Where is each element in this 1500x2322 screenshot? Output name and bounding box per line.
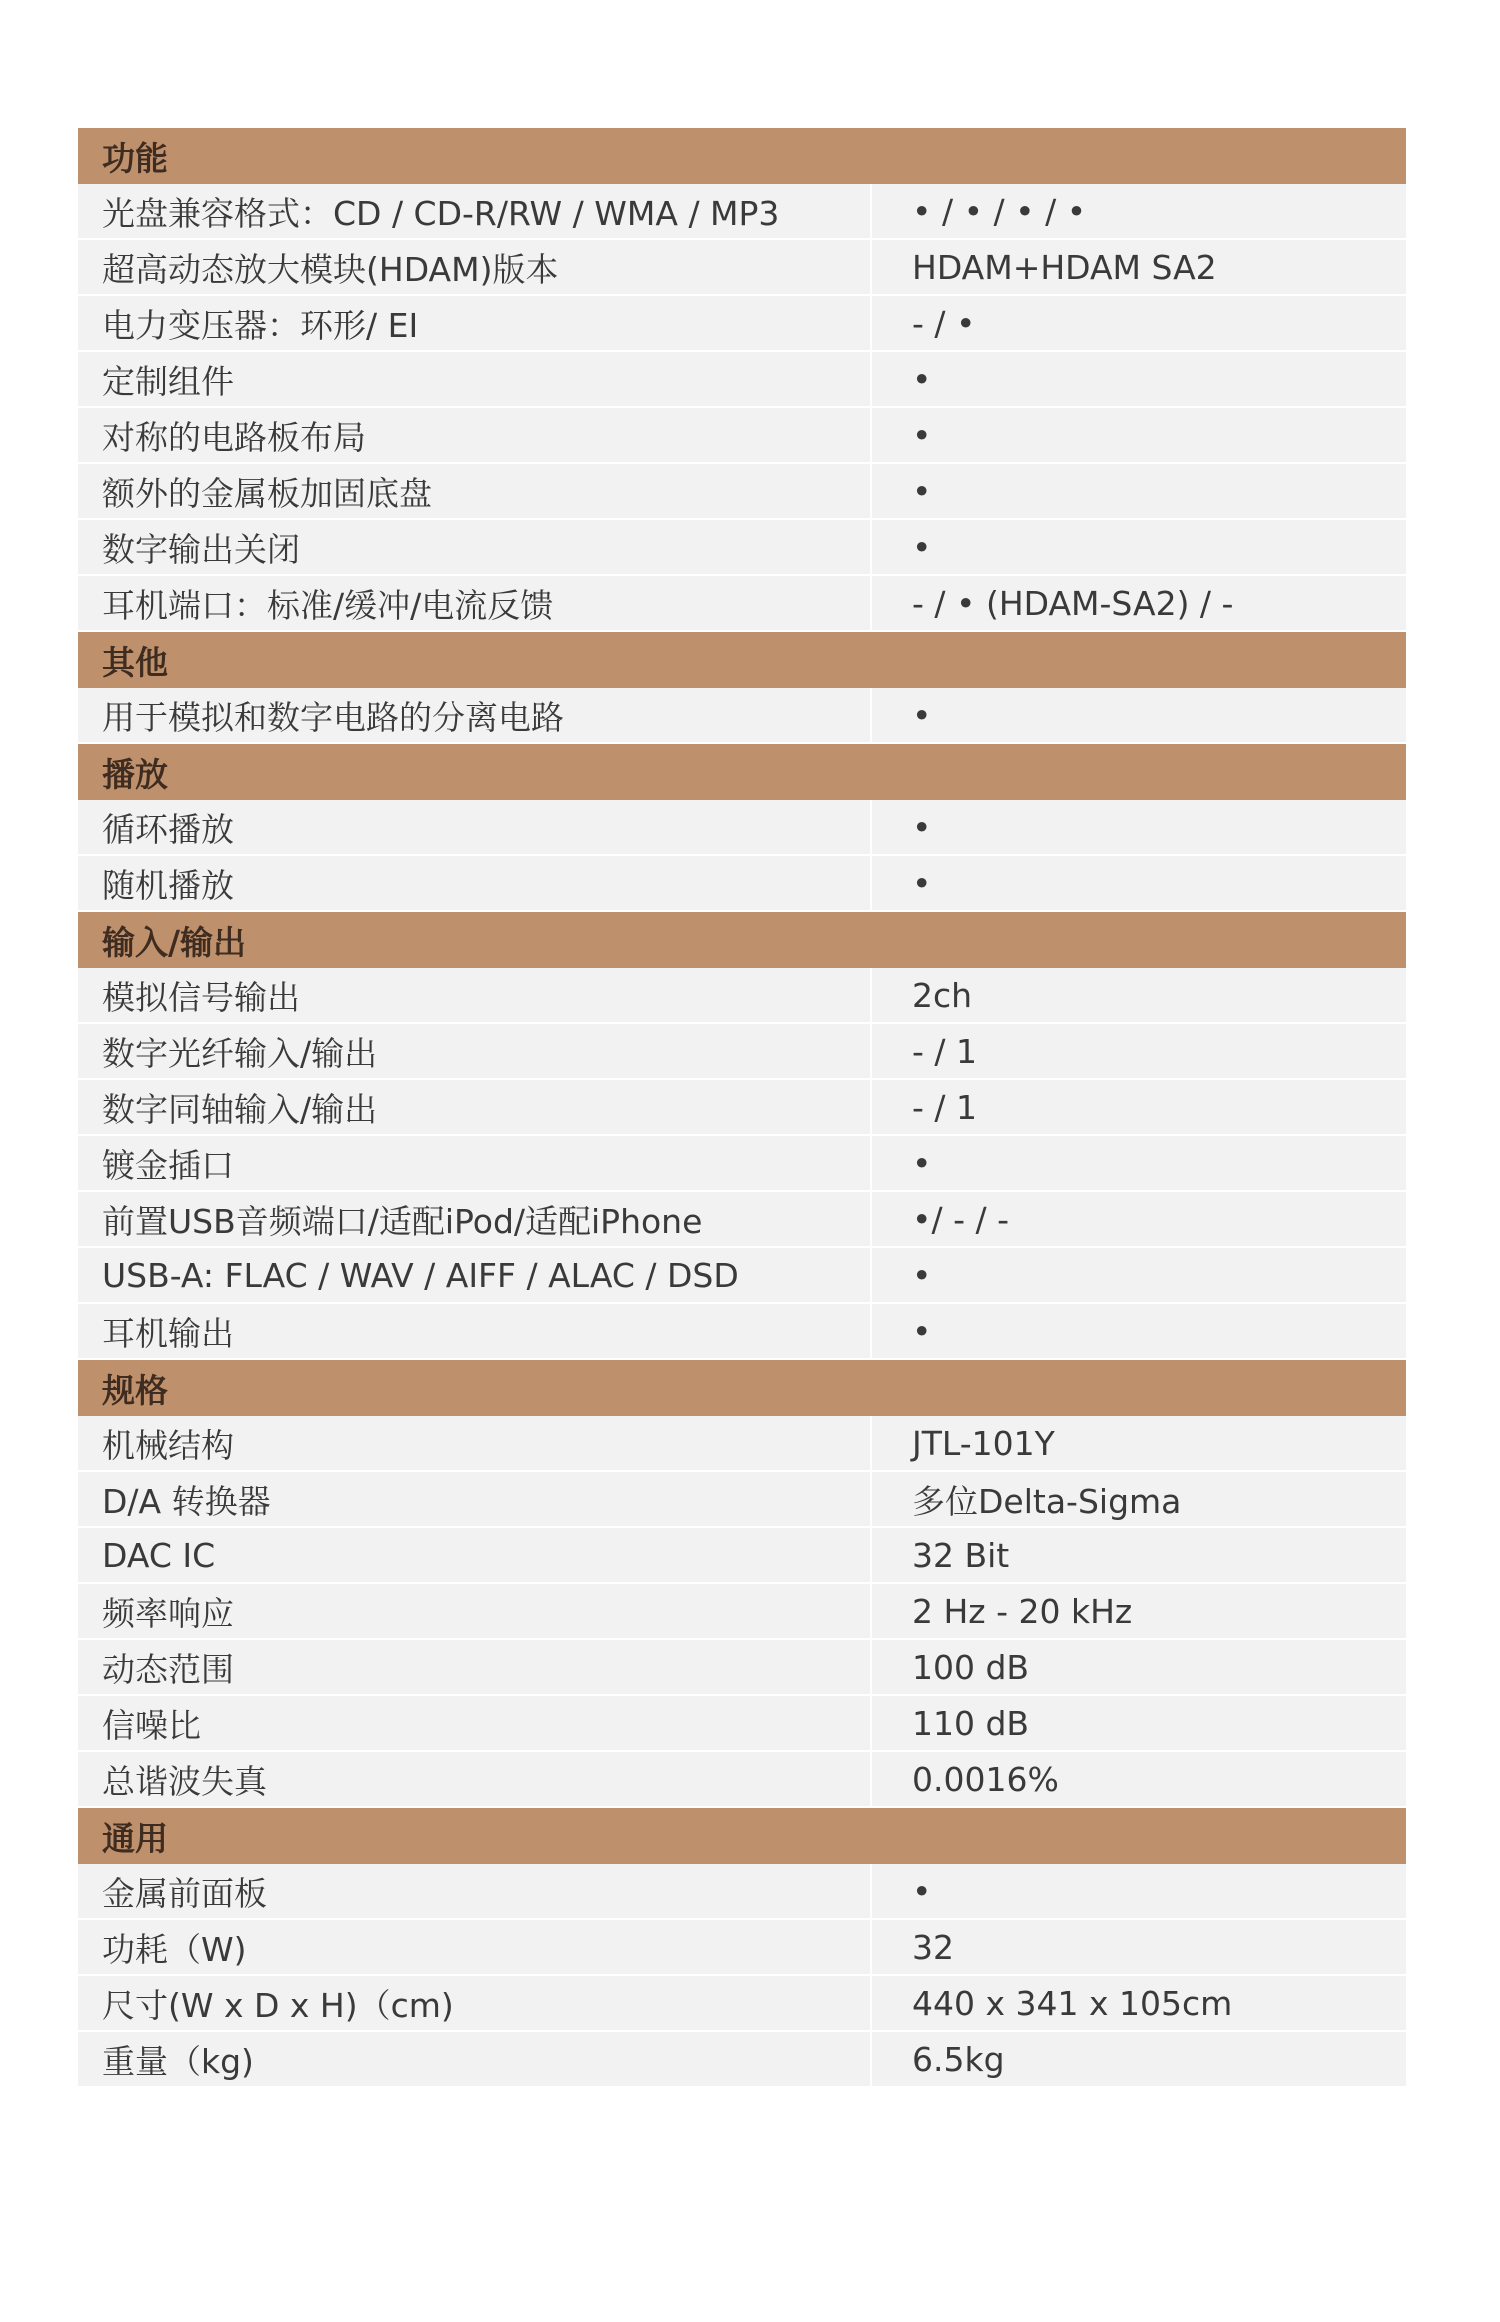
spec-label: DAC IC [78, 1528, 872, 1582]
spec-value: JTL-101Y [912, 1423, 1055, 1463]
spec-value: - / • [912, 303, 976, 343]
spec-value: • [912, 527, 932, 567]
spec-label: 耳机端口：标准/缓冲/电流反馈 [78, 576, 872, 630]
spec-value: 110 dB [912, 1703, 1030, 1743]
section-header: 其他 [78, 632, 1406, 688]
spec-row [78, 2032, 1406, 2088]
spec-row [78, 968, 1406, 1024]
spec-label: 对称的电路板布局 [78, 408, 872, 462]
spec-value: •/ - / - [912, 1199, 1009, 1239]
spec-row [78, 240, 1406, 296]
spec-label: 功耗（W) [78, 1920, 872, 1974]
section-header: 输入/输出 [78, 912, 1406, 968]
spec-row [78, 1584, 1406, 1640]
spec-row [78, 856, 1406, 912]
spec-value: - / 1 [912, 1031, 978, 1071]
spec-row [78, 576, 1406, 632]
spec-label: 数字同轴输入/输出 [78, 1080, 872, 1134]
spec-label: 耳机输出 [78, 1304, 872, 1358]
spec-row [78, 1416, 1406, 1472]
spec-row [78, 1472, 1406, 1528]
spec-value: 多位Delta-Sigma [912, 1481, 1182, 1521]
spec-value: • [912, 807, 932, 847]
spec-label: 频率响应 [78, 1584, 872, 1638]
spec-value: 100 dB [912, 1647, 1030, 1687]
spec-value: • [912, 863, 932, 903]
spec-value: 32 Bit [912, 1535, 1010, 1575]
spec-value: • [912, 1871, 932, 1911]
section-header: 功能 [78, 128, 1406, 184]
spec-value: HDAM+HDAM SA2 [912, 247, 1217, 287]
spec-row [78, 688, 1406, 744]
spec-label: 重量（kg) [78, 2032, 872, 2086]
spec-row [78, 1080, 1406, 1136]
section-header: 规格 [78, 1360, 1406, 1416]
spec-value: • [912, 695, 932, 735]
spec-label: 定制组件 [78, 352, 872, 406]
spec-value: • [912, 415, 932, 455]
spec-row [78, 1976, 1406, 2032]
spec-label: 用于模拟和数字电路的分离电路 [78, 688, 872, 742]
spec-label: 金属前面板 [78, 1864, 872, 1918]
spec-row [78, 1696, 1406, 1752]
spec-label: 额外的金属板加固底盘 [78, 464, 872, 518]
spec-value: 440 x 341 x 105cm [912, 1983, 1233, 2023]
spec-label: 动态范围 [78, 1640, 872, 1694]
spec-value: - / 1 [912, 1087, 978, 1127]
spec-label: 光盘兼容格式：CD / CD-R/RW / WMA / MP3 [78, 184, 872, 238]
spec-label: USB-A: FLAC / WAV / AIFF / ALAC / DSD [78, 1248, 872, 1302]
spec-row [78, 296, 1406, 352]
spec-row [78, 1752, 1406, 1808]
spec-label: 数字光纤输入/输出 [78, 1024, 872, 1078]
spec-value: • [912, 359, 932, 399]
spec-label: 随机播放 [78, 856, 872, 910]
spec-label: 模拟信号输出 [78, 968, 872, 1022]
spec-row [78, 1920, 1406, 1976]
spec-row [78, 1528, 1406, 1584]
section-header: 通用 [78, 1808, 1406, 1864]
spec-label: D/A 转换器 [78, 1472, 872, 1526]
spec-row [78, 1640, 1406, 1696]
spec-value: • [912, 1255, 932, 1295]
spec-value: 2ch [912, 975, 973, 1015]
spec-row [78, 520, 1406, 576]
spec-label: 数字输出关闭 [78, 520, 872, 574]
spec-row [78, 408, 1406, 464]
spec-label: 超高动态放大模块(HDAM)版本 [78, 240, 872, 294]
spec-table [78, 128, 1406, 2088]
spec-label: 循环播放 [78, 800, 872, 854]
spec-row [78, 1136, 1406, 1192]
spec-row [78, 352, 1406, 408]
spec-row [78, 1864, 1406, 1920]
spec-row [78, 1024, 1406, 1080]
spec-value: • [912, 1311, 932, 1351]
section-header: 播放 [78, 744, 1406, 800]
spec-value: • / • / • / • [912, 191, 1087, 231]
spec-value: 6.5kg [912, 2039, 1005, 2079]
spec-row [78, 800, 1406, 856]
spec-label: 信噪比 [78, 1696, 872, 1750]
spec-row [78, 1192, 1406, 1248]
spec-row [78, 184, 1406, 240]
spec-row [78, 1248, 1406, 1304]
spec-row [78, 1304, 1406, 1360]
spec-row [78, 464, 1406, 520]
spec-value: 0.0016% [912, 1759, 1059, 1799]
spec-label: 前置USB音频端口/适配iPod/适配iPhone [78, 1192, 872, 1246]
spec-value: - / • (HDAM-SA2) / - [912, 583, 1234, 623]
spec-value: 32 [912, 1927, 954, 1967]
spec-label: 电力变压器：环形/ EI [78, 296, 872, 350]
spec-label: 镀金插口 [78, 1136, 872, 1190]
spec-label: 尺寸(W x D x H)（cm) [78, 1976, 872, 2030]
spec-value: • [912, 471, 932, 511]
spec-value: 2 Hz - 20 kHz [912, 1591, 1133, 1631]
spec-value: • [912, 1143, 932, 1183]
spec-label: 总谐波失真 [78, 1752, 872, 1806]
spec-label: 机械结构 [78, 1416, 872, 1470]
